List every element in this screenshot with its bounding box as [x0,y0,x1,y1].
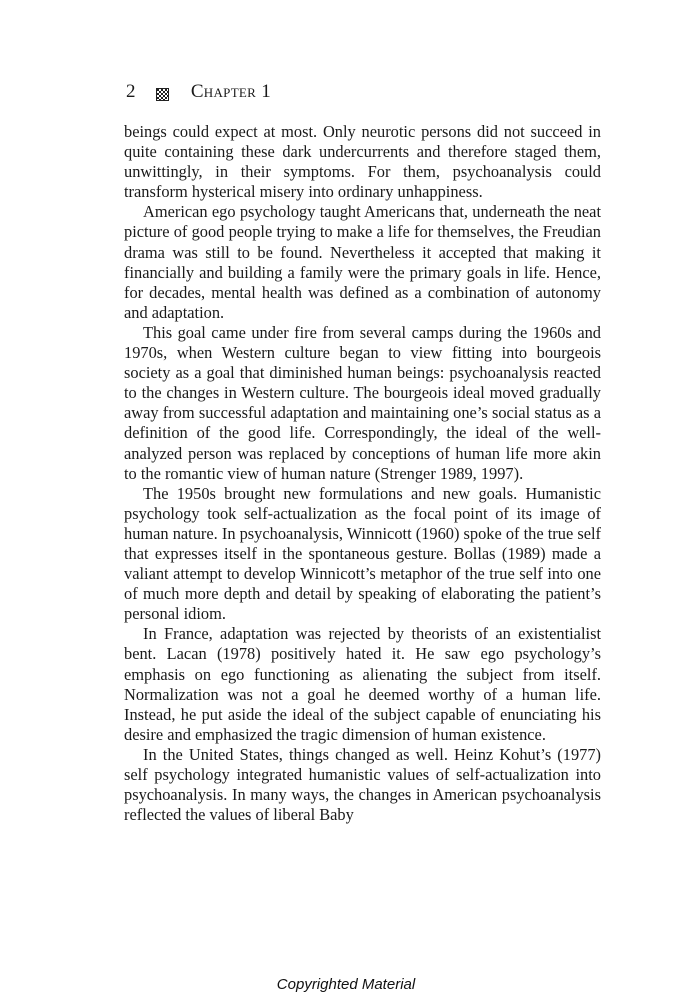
body-text [124,122,601,825]
checkered-square-icon [156,85,169,98]
paragraph: American ego psychology taught Americans that, underneath the neat picture of good people trying to make a life for themselves, the Freudian drama was still to be found. Nevertheless it accepted that making it financially and building a family were the primary goals in life. Hence, for decades, mental health was defined as a combination of autonomy and adaptation. [124,202,601,322]
paragraph: This goal came under fire from several camps during the 1960s and 1970s, when Western culture began to view fitting into bourgeois society as a goal that diminished human beings: psychoanalysis reacted to the changes in Western culture. The bourgeois ideal moved gradually away from successful adaptation and maintaining one’s social status as a definition of the good life. Correspondingly, the ideal of the well-analyzed person was replaced by conceptions of human life more akin to the romantic view of human nature (Strenger 1989, 1997). [124,322,601,483]
page-number: 2 [126,81,136,102]
running-head [126,80,271,104]
chapter-label: Chapter 1 [190,81,271,102]
paragraph: The 1950s brought new formulations and new goals. Humanistic psychology took self-actualization as the focal point of its image of human nature. In psychoanalysis, Winnicott (1960) spoke of the true self that expresses itself in the spontaneous gesture. Bollas (1989) made a valiant attempt to develop Winnicott’s metaphor of the true self into one of much more depth and detail by speaking of elaborating the patient’s personal idiom. [124,483,601,624]
copyright-footer: Copyrighted Material [276,976,416,993]
paragraph: In France, adaptation was rejected by theorists of an existentialist bent. Lacan (1978) positively hated it. He saw ego psychology’s emphasis on ego functioning as alienating the subject from itself. Normalization was not a goal he deemed worthy of a human life. Instead, he put aside the ideal of the subject capable of enunciating his desire and emphasized the tragic dimension of human existence. [124,624,601,744]
paragraph: beings could expect at most. Only neurotic persons did not succeed in quite containing these dark undercurrents and therefore staged them, unwittingly, in their symptoms. For them, psychoanalysis could transform hysterical misery into ordinary unhappiness. [124,122,601,202]
paragraph: In the United States, things changed as well. Heinz Kohut’s (1977) self psychology integrated humanistic values of self-actualization into psychoanalysis. In many ways, the changes in American psychoanalysis reflected the values of liberal Baby [124,744,601,825]
